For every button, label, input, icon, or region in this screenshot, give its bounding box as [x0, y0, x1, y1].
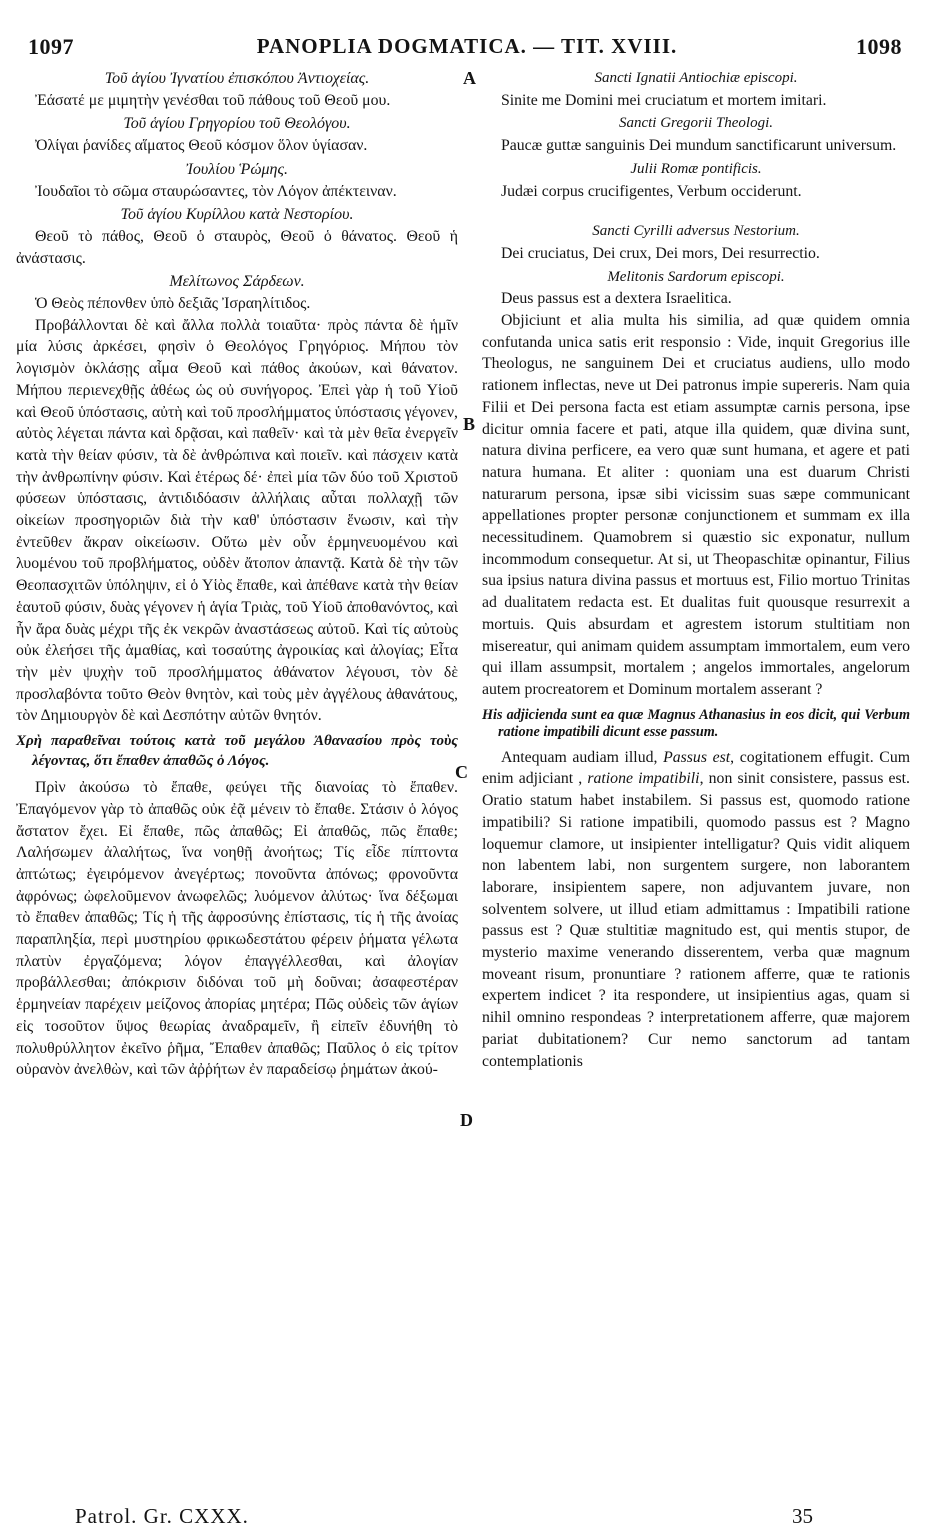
page-header: [0, 34, 934, 68]
footer-signature: 35: [792, 1504, 813, 1528]
latin-italic-phrase: Passus est: [663, 748, 731, 766]
latin-heading-melito: Melitonis Sardorum episcopi.: [607, 268, 785, 285]
latin-italic-phrase: ratione impatibili: [587, 770, 700, 788]
latin-text-julius: Judæi corpus crucifigentes, Verbum occiderunt.: [500, 182, 802, 200]
greek-text-melito: Ὁ Θεὸς πέπονθεν ὑπὸ δεξιᾶς Ἰσραηλίτιδος.: [34, 295, 311, 313]
greek-heading-melito: Μελίτωνος Σάρδεων.: [169, 273, 305, 291]
margin-mark-a: A: [463, 68, 476, 88]
greek-heading-ignatius: Τοῦ ἁγίου Ἰγνατίου ἐπισκόπου Ἀντιοχείας.: [104, 70, 370, 87]
latin-heading-julius: Julii Romæ pontificis.: [630, 160, 762, 177]
greek-heading-athanasius: Χρὴ παραθεῖναι τούτοις κατὰ τοῦ μεγάλου Ἀθανασίου πρὸς τοὺς λέγοντας, ὅτι ἔπαθεν ἀπαθῶς ὁ Λόγος.: [16, 733, 458, 770]
running-title: PANOPLIA DOGMATICA. — TIT. XVIII.: [256, 34, 678, 58]
greek-heading-julius: Ἰουλίου Ῥώμης.: [186, 160, 288, 178]
page-footer: [0, 1504, 934, 1534]
latin-body-athanasius: [482, 747, 910, 1073]
latin-heading-athanasius: His adjicienda sunt ea quæ Magnus Athanasius in eos dicit, qui Verbum ratione impatibili dicunt esse passum.: [482, 706, 910, 740]
latin-heading-gregory: Sancti Gregorii Theologi.: [618, 115, 774, 132]
footer-volume: Patrol. Gr. CXXX.: [75, 1504, 249, 1528]
latin-heading-ignatius: Sancti Ignatii Antiochiæ episcopi.: [594, 70, 798, 86]
greek-heading-gregory: Τοῦ ἁγίου Γρηγορίου τοῦ Θεολόγου.: [123, 115, 351, 133]
page-number-left: 1097: [28, 34, 74, 59]
greek-text-julius: Ἰουδαῖοι τὸ σῶμα σταυρώσαντες, τὸν Λόγον ἀπέκτειναν.: [34, 182, 397, 200]
margin-mark-b: B: [463, 414, 476, 434]
latin-text-ignatius: Sinite me Domini mei cruciatum et mortem imitari.: [500, 91, 827, 109]
latin-text-gregory: Paucæ guttæ sanguinis Dei mundum sanctificarunt universum.: [500, 137, 897, 155]
margin-mark-c: C: [455, 762, 468, 782]
greek-heading-cyril: Τοῦ ἁγίου Κυρίλλου κατὰ Νεστορίου.: [120, 206, 354, 224]
latin-text-cyril: Dei cruciatus, Dei crux, Dei mors, Dei resurrectio.: [500, 244, 820, 262]
greek-column: [16, 66, 458, 1081]
greek-body-paragraph: Προβάλλονται δὲ καὶ ἄλλα πολλὰ τοιαῦτα· πρὸς πάντα δὲ ἡμῖν μία λύσις ἀρκέσει, φησὶν ὁ Θεολόγος Γρηγόριος. Μήπου τὸν λογισμὸν ὀκλάσῃς αἷμα Θεοῦ καὶ πάθος ἀκούων, καὶ θάνατον. Μήπου περιενεχθῇς ἀθέως ὡς οὐ συνήγορος. Ἐπεὶ γὰρ ἡ τοῦ Υἱοῦ καὶ Θεοῦ ὑπόστασις, αὐτὴ καὶ τοῦ προσλήμματος ὑπόστασις γέγονεν, αὐτὸς λέγεται πάντα καὶ δρᾷσαι, καὶ παθεῖν· καὶ τὰ μὲν θεῖα ἐνεργεῖν κατὰ τὴν θείαν φύσιν, τὰ δὲ ἀνθρώπινα καὶ ποιεῖν. καὶ πάσχειν κατὰ τὴν ἀνθρωπίνην φύσιν. Καὶ ἑτέρως δέ· ἐπεὶ μία τῶν δύο τοῦ Χριστοῦ φύσεων ὑπόστασις, ἀντιδιδόασιν ἀλλήλαις αὗται πολλαχῇ τῶν οἰκείων προσηγοριῶν διὰ τὴν καθ' ὑπόστασιν ἕνωσιν, καὶ τὴν ἐντεῦθεν ἄκραν οἰκείωσιν. Οὕτω μὲν οὖν ἑρμηνευομένου καὶ λυομένου τοῦ προβλήματος, οὐδὲν ἄτοπον ἀπαντᾷ. Κατὰ δὲ τὴν τῶν Θεοπασχιτῶν ὑπόληψιν, εἰ ὁ Υἱὸς ἔπαθε, καὶ ἀπέθανε κατὰ τὴν θείαν ἑαυτοῦ φύσιν, δυὰς γέγονεν ἡ ἁγία Τριὰς, τοῦ Υἱοῦ ἀποθανόντος, καὶ ἦν ἄρα δυὰς μέχρι τῆς ἐκ νεκρῶν ἀναστάσεως αὐτοῦ. Καὶ τίς αὐτοὺς οὐκ ἐλεήσει τῆς ἀμαθίας, καὶ τοσαύτης ἀγροικίας καὶ ἀλογίας; Εἶτα τὴν μὲν ψυχὴν τοῦ προσλήμματος ἀθάνατον λέγουσι, τὸν δὲ προσλαβόντα τοῦτο Θεὸν θνητὸν, καὶ τοὺς μὲν ἀγγέλους ἀθανάτους, τὸν Δημιουργὸν δὲ καὶ Δεσπότην αὐτῶν θνητόν.: [16, 316, 458, 725]
margin-mark-d: D: [460, 1110, 473, 1130]
latin-text-segment: , cogitationem effugit. Cum enim adjiciant ,: [482, 748, 911, 788]
latin-text-segment: , non sinit consistere, passus est. Oratio statum habet instabilem. Si passus est, quomodo ratione impatibili? Si ratione impatibili, quomodo passus est ? Magno loquemur clamore, ut insipienter intelligatur? Quis vidit aliquem non labentem labi, non surgentem surgere, non laborantem laborare, insipientem sapere, non adjuvantem juvare, non solventem solvere, ut illud etiam admittamus : Impatibili ratione passus est ? Quæ stultitiæ magnitudo est, qui mentis stupor, de mysterio maxime venerando disserentem, verba quæ magnum moveant risum, pronuntiare ? rationem afferre, quæ te rationis expertem indicet ? ita respondere, ut insipientius agas, quam si nihil omnino respondeas ? interpretationem afferre, quæ majorem pariat dubitationem? Cur nemo sanctorum ad tantam contemplationis: [482, 770, 910, 1070]
greek-body-athanasius: Πρὶν ἀκούσω τὸ ἔπαθε, φεύγει τῆς διανοίας τὸ ἔπαθεν. Ἐπαγόμενον γὰρ τὸ ἀπαθῶς οὐκ ἐᾷ μένειν τὸ ἔπαθε. Στάσιν ὁ λόγος ἄστατον ἔχει. Εἰ ἔπαθε, πῶς ἀπαθῶς; Εἰ ἀπαθῶς, πῶς ἔπαθε; Λαλήσωμεν ἀλαλήτως, ἵνα νοηθῇ ἀνοήτως; Τίς εἶδε πίπτοντα ἀπτώτως; ἐγειρόμενον ἀνεγέρτως; πονοῦντα ἀπόνως; φρονοῦντα ἀφρόνως; ὠφελοῦμενον ἀνωφελῶς; λυόμενον ἀλύτως· ἵνα δέξωμαι τὸ ἔπαθεν ἀπαθῶς; Τίς ἡ τῆς ἀφροσύνης ἐπίστασις, τίς ἡ τῆς ἀνοίας παραπληξία, περὶ μυστηρίου φρικωδεστάτου φέρειν ῥήματα γέλωτα πλατὺν ἐργαζόμενα; λόγον ἐπαγγέλλεσθαι, καὶ ἀλογίαν προβάλλεσθαι; ἀπόκρισιν διδόναι τοῦ μὴ δοῦναι; ἀσαφεστέραν ἑρμηνείαν παρέχειν μείζονος ἀπορίας μητέρα; Πῶς οὐδεὶς τῶν ἁγίων εἰς τοσοῦτον ὕψος θεωρίας ἀναδραμεῖν, ἢ εἰπεῖν ἐδυνήθη τὸ πολυθρύλλητον ἐκεῖνο ῥῆμα, Ἔπαθεν ἀπαθῶς; Παῦλος ὁ εἰς τρίτον οὐρανὸν ἀνελθὼν, καὶ τῶν ἀῤῥήτων ἐν παραδείσῳ ῥημάτων ἀκού-: [16, 779, 458, 1079]
latin-text-segment: Antequam audiam illud,: [500, 748, 664, 766]
latin-heading-cyril: Sancti Cyrilli adversus Nestorium.: [592, 223, 800, 240]
page-number-right: 1098: [856, 34, 902, 59]
greek-text-ignatius: Ἐάσατέ με μιμητὴν γενέσθαι τοῦ πάθους τοῦ Θεοῦ μου.: [34, 91, 391, 109]
latin-column: [482, 66, 910, 1072]
greek-text-gregory: Ὀλίγαι ῥανίδες αἵματος Θεοῦ κόσμον ὅλον ὑγίασαν.: [34, 137, 368, 155]
latin-body-paragraph: Objiciunt et alia multa his similia, ad quæ quidem omnia confutanda unica satis erit responsio : Vide, inquit Gregorius ille Theologus, ne sanguinem Dei et cruciatus audiens, ullo modo rationem inflectas, neve ut Dei patronus impie supereris. Nam quia Filii et Dei persona facta est etiam assumptæ carnis persona, ipse dicitur omnia facere et pati, atque illa quidem, quæ divina sunt, natura divina perficere, ea vero quæ sunt humana, et agere et pati natura humana. Et aliter : quoniam una est duarum Christi naturarum persona, ipsæ sibi vicissim suas sæpe communicant appellationes propter personæ conjunctionem et summam ex illa necessitudinem. Quamobrem si quæstio sic exponatur, nullum incommodum consequetur. At si, ut Theopaschitæ opinantur, Filius sua ipsius natura divina passus et mortuus est, Filio mortuo Trinitas ad dualitatem redacta est. Et dualitas fuit quousque resurrexit a mortuis. Quis absurdam et agrestem istorum stultitiam non misereatur, qui animam quidem assumptam immortalem, eum vero qui illam assumpsit, mortalem ; angelos immortales, angelorum autem procreatorem et Dominum mortalem asserant ?: [482, 312, 910, 698]
greek-text-cyril: Θεοῦ τὸ πάθος, Θεοῦ ὁ σταυρὸς, Θεοῦ ὁ θάνατος. Θεοῦ ἡ ἀνάστασις.: [16, 227, 458, 267]
latin-text-melito: Deus passus est a dextera Israelitica.: [500, 290, 732, 308]
